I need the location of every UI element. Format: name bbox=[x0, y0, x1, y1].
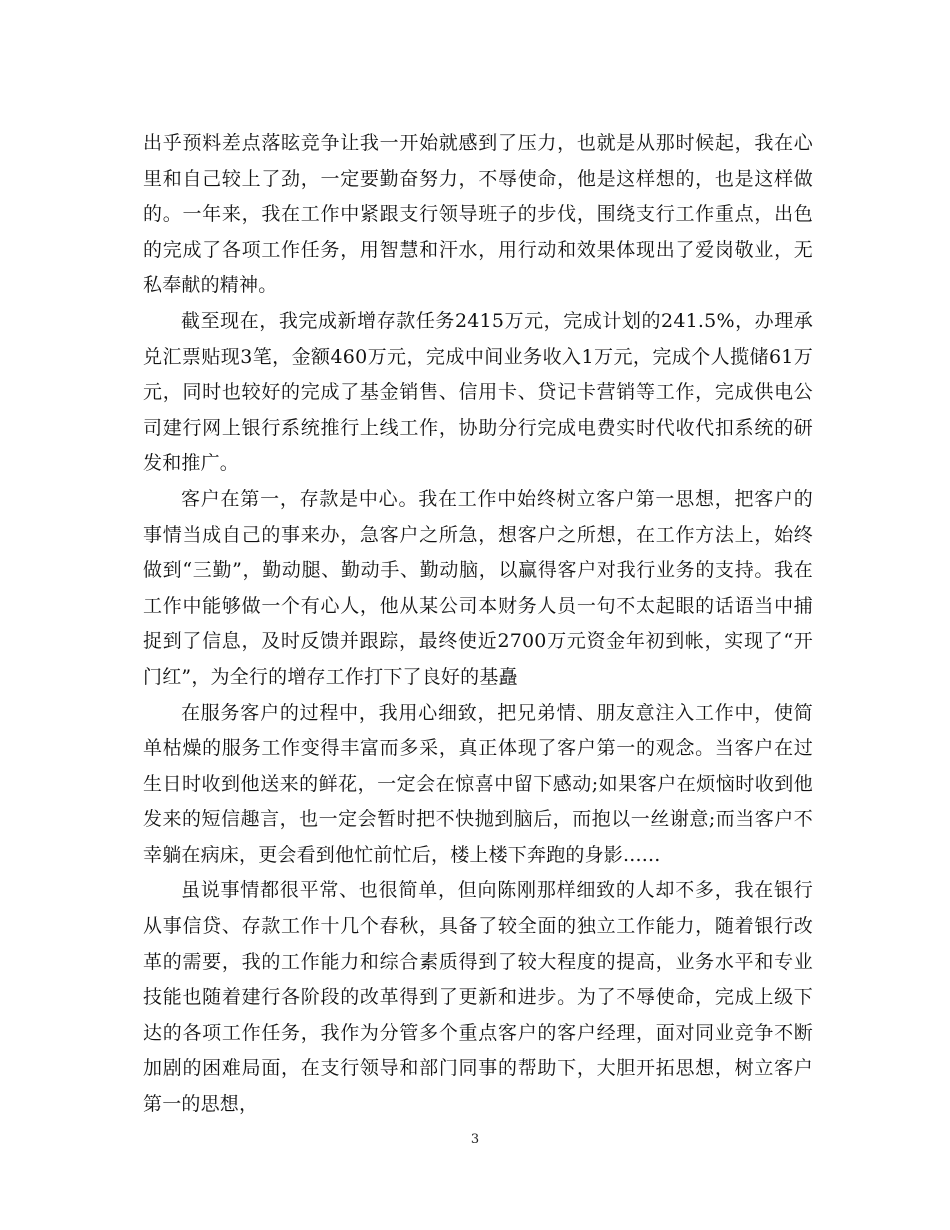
paragraph-4: 在服务客户的过程中，我用心细致，把兄弟情、朋友意注入工作中，使简单枯燥的服务工作变得丰富而多采，真正体现了客户第一的观念。当客户在过生日时收到他送来的鲜花，一定会在惊喜中留下感动;如果客户在烦恼时收到他发来的短信趣言，也一定会暂时把不快抛到脑后，而抱以一丝谢意;而当客户不幸躺在病床，更会看到他忙前忙后，楼上楼下奔跑的身影...... bbox=[143, 701, 813, 866]
paragraph-2: 截至现在，我完成新增存款任务2415万元，完成计划的241.5%，办理承兑汇票贴现3笔，金额460万元，完成中间业务收入1万元，完成个人揽储61万元，同时也较好的完成了基金销售、信用卡、贷记卡营销等工作，完成供电公司建行网上银行系统推行上线工作，协助分行完成电费实时代收代扣系统的研发和推广。 bbox=[143, 309, 813, 475]
page-number: 3 bbox=[470, 1132, 480, 1147]
paragraph-3: 客户在第一，存款是中心。我在工作中始终树立客户第一思想，把客户的事情当成自己的事来办，急客户之所急，想客户之所想，在工作方法上，始终做到“三勤”，勤动腿、勤动手、勤动脑，以赢得客户对我行业务的支持。我在工作中能够做一个有心人，他从某公司本财务人员一句不太起眼的话语当中捕捉到了信息，及时反馈并跟踪，最终使近2700万元资金年初到帐，实现了“开门红”，为全行的增存工作打下了良好的基矗 bbox=[143, 487, 813, 688]
paragraph-1: 出乎预料差点落眩竞争让我一开始就感到了压力，也就是从那时候起，我在心里和自己较上了劲，一定要勤奋努力，不辱使命，他是这样想的，也是这样做的。一年来，我在工作中紧跟支行领导班子的步伐，围绕支行工作重点，出色的完成了各项工作任务，用智慧和汗水，用行动和效果体现出了爱岗敬业，无私奉献的精神。 bbox=[143, 132, 813, 297]
paragraph-5: 虽说事情都很平常、也很简单，但向陈刚那样细致的人却不多，我在银行从事信贷、存款工作十几个春秋，具备了较全面的独立工作能力，随着银行改革的需要，我的工作能力和综合素质得到了较大程度的提高，业务水平和专业技能也随着建行各阶段的改革得到了更新和进步。为了不辱使命，完成上级下达的各项工作任务，我作为分管多个重点客户的客户经理，面对同业竞争不断加剧的困难局面，在支行领导和部门同事的帮助下，大胆开拓思想，树立客户第一的思想， bbox=[143, 879, 813, 1116]
page-body bbox=[143, 126, 813, 1123]
